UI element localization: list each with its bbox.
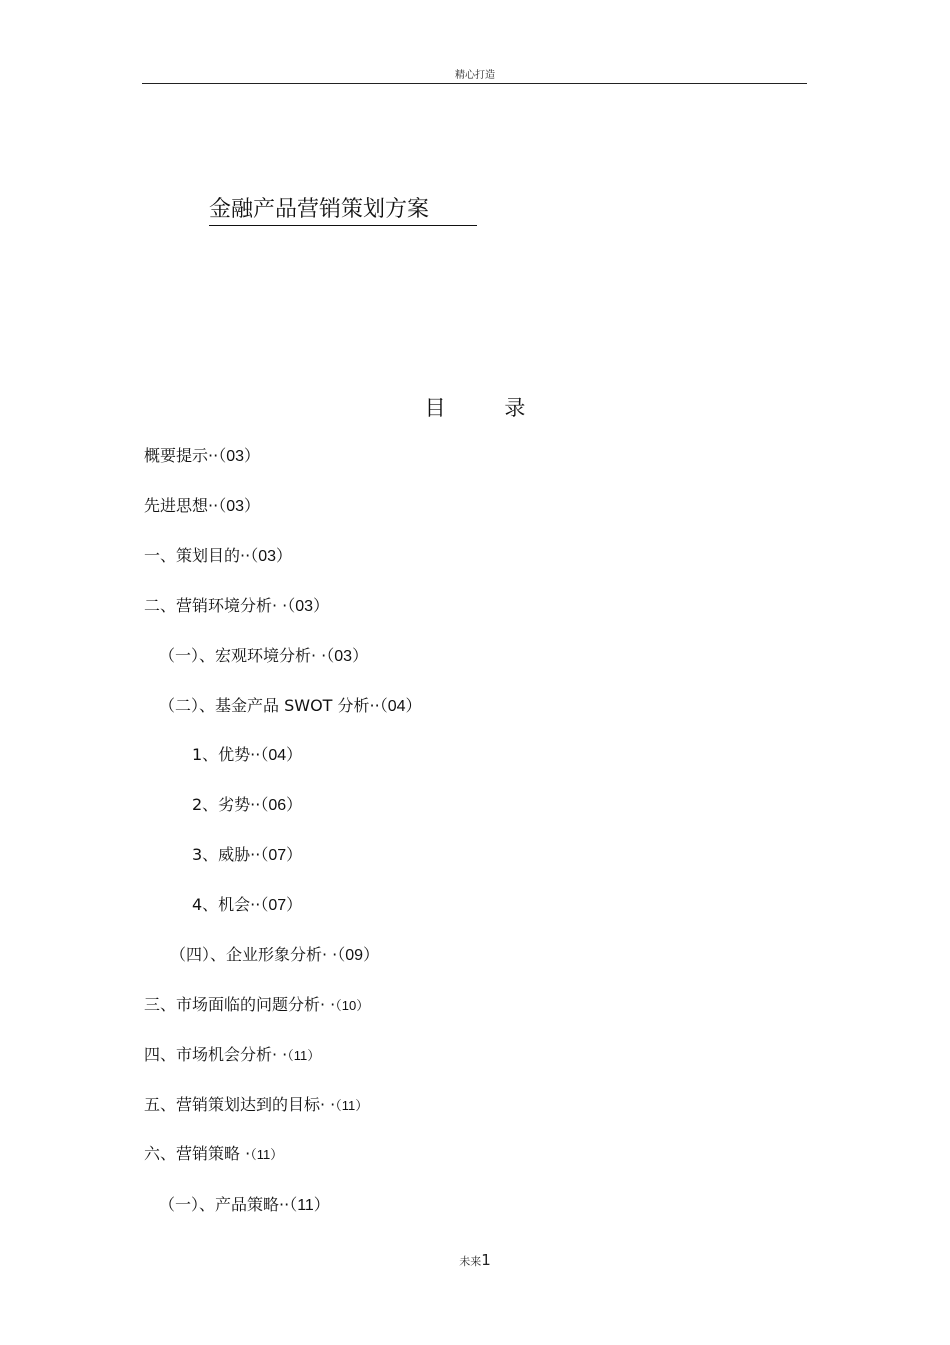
toc-item-page: （11）: [250, 1147, 284, 1162]
toc-item-label: 六、营销策略 ·: [144, 1144, 251, 1163]
toc-item-marketing-environment: [144, 596, 329, 617]
toc-item-weaknesses: [192, 795, 302, 816]
toc-item-summary: [144, 446, 260, 467]
toc-item-label: 五、营销策划达到的目标· ·: [144, 1095, 336, 1114]
toc-item-page: （07）: [260, 897, 303, 914]
toc-item-label: 四、市场机会分析· ·: [144, 1045, 288, 1064]
page-footer: [0, 1251, 950, 1269]
toc-item-label: 4、机会··: [192, 895, 261, 914]
toc-item-market-opportunity: [144, 1045, 320, 1066]
toc-item-page: （06）: [260, 797, 303, 814]
toc-item-page: （11）: [335, 1098, 369, 1113]
toc-item-label: （一）、产品策略··: [159, 1195, 290, 1214]
toc-item-market-problems: [144, 995, 369, 1016]
toc-item-label: 二、营销环境分析· ·: [144, 596, 288, 615]
toc-item-page: （04）: [379, 698, 422, 715]
toc-item-page: （11）: [289, 1197, 330, 1214]
toc-item-label: （一）、宏观环境分析· ·: [159, 646, 327, 665]
toc-item-label: （二）、基金产品 SWOT 分析··: [159, 696, 380, 715]
toc-item-corporate-image: [170, 945, 379, 966]
toc-item-strengths: [192, 745, 302, 766]
toc-item-page: （03）: [287, 598, 330, 615]
toc-item-page: （10）: [335, 998, 370, 1013]
toc-item-page: （03）: [218, 448, 260, 465]
toc-item-page: （09）: [337, 947, 380, 964]
toc-item-marketing-goals: [144, 1095, 368, 1116]
toc-item-label: 先进思想··: [144, 496, 219, 515]
toc-item-threats: [192, 845, 302, 866]
toc-item-page: （07）: [260, 847, 303, 864]
toc-item-label: 概要提示··: [144, 446, 219, 465]
toc-item-swot-analysis: [159, 696, 422, 717]
toc-item-page: （03）: [250, 548, 292, 565]
toc-item-label: 2、劣势··: [192, 795, 261, 814]
toc-heading: 目 录: [424, 396, 552, 420]
toc-item-product-strategy: [159, 1195, 330, 1216]
toc-item-label: 1、优势··: [192, 745, 261, 764]
toc-item-label: 3、威胁··: [192, 845, 261, 864]
toc-item-page: （03）: [218, 498, 260, 515]
toc-item-page: （03）: [326, 648, 369, 665]
toc-item-page: （04）: [260, 747, 303, 764]
page-number: 1: [481, 1251, 491, 1269]
toc-item-opportunities: [192, 895, 302, 916]
page-header-text: 精心打造: [455, 70, 495, 81]
toc-item-label: （四）、企业形象分析· ·: [170, 945, 338, 964]
toc-item-planning-purpose: [144, 546, 292, 567]
document-title: 金融产品营销策划方案: [209, 196, 477, 226]
toc-item-label: 三、市场面临的问题分析· ·: [144, 995, 336, 1014]
footer-prefix: 未来: [459, 1255, 482, 1268]
header-divider: [142, 83, 807, 84]
toc-item-advanced-thinking: [144, 496, 260, 517]
toc-item-marketing-strategy: [144, 1144, 283, 1165]
toc-item-page: （11）: [287, 1048, 321, 1063]
toc-item-macro-environment: [159, 646, 368, 667]
toc-item-label: 一、策划目的··: [144, 546, 251, 565]
